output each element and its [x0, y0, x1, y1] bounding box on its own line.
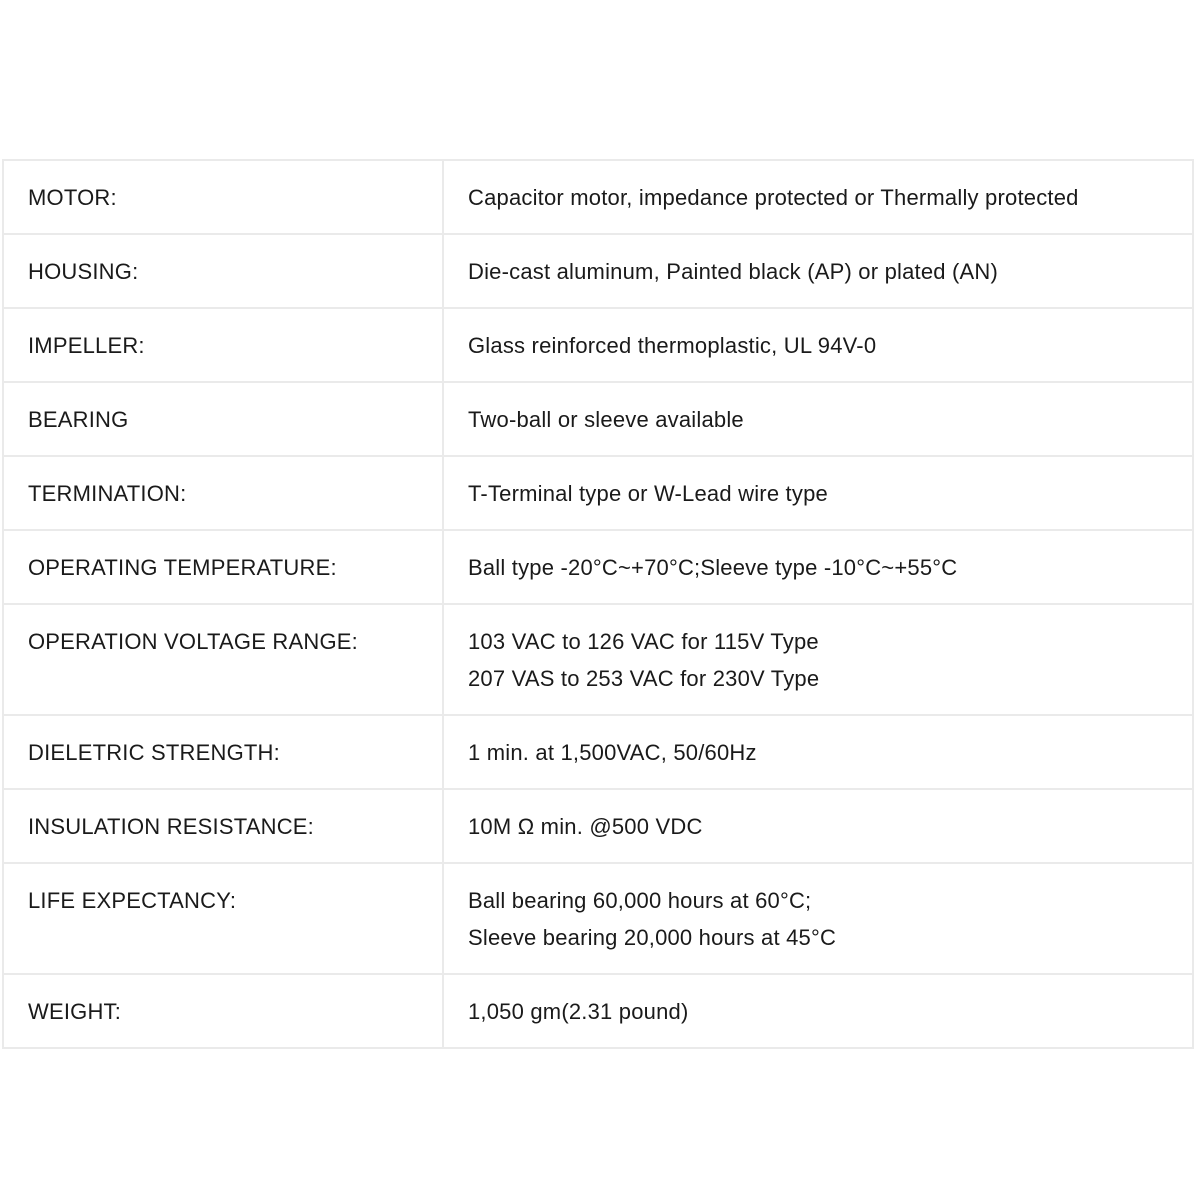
spec-row-operation-voltage-range	[3, 604, 1193, 715]
spec-value	[443, 160, 1193, 234]
spec-value	[443, 308, 1193, 382]
spec-label: HOUSING:	[3, 234, 443, 308]
spec-value	[443, 604, 1193, 715]
spec-label: TERMINATION:	[3, 456, 443, 530]
spec-row-motor	[3, 160, 1193, 234]
spec-label: LIFE EXPECTANCY:	[3, 863, 443, 974]
spec-row-impeller	[3, 308, 1193, 382]
spec-value-line: Ball type -20°C~+70°C;Sleeve type -10°C~+55°C	[468, 555, 958, 580]
spec-value-line: 1 min. at 1,500VAC, 50/60Hz	[468, 740, 757, 765]
spec-value	[443, 863, 1193, 974]
spec-value-line: 103 VAC to 126 VAC for 115V Type	[468, 629, 819, 654]
spec-value	[443, 530, 1193, 604]
spec-value-line: Ball bearing 60,000 hours at 60°C;	[468, 888, 812, 913]
spec-value-line: Capacitor motor, impedance protected or Thermally protected	[468, 185, 1079, 210]
spec-value	[443, 715, 1193, 789]
spec-row-life-expectancy	[3, 863, 1193, 974]
specification-table	[2, 159, 1194, 1049]
spec-row-operating-temperature	[3, 530, 1193, 604]
spec-value	[443, 234, 1193, 308]
spec-row-termination	[3, 456, 1193, 530]
spec-value	[443, 382, 1193, 456]
spec-value	[443, 456, 1193, 530]
spec-value-line: T-Terminal type or W-Lead wire type	[468, 481, 828, 506]
spec-value-line: 1,050 gm(2.31 pound)	[468, 999, 689, 1024]
spec-value	[443, 974, 1193, 1048]
spec-label: OPERATING TEMPERATURE:	[3, 530, 443, 604]
spec-value-line: Die-cast aluminum, Painted black (AP) or plated (AN)	[468, 259, 999, 284]
spec-row-weight	[3, 974, 1193, 1048]
spec-row-insulation-resistance	[3, 789, 1193, 863]
spec-value-line: Glass reinforced thermoplastic, UL 94V-0	[468, 333, 877, 358]
spec-value-line: 207 VAS to 253 VAC for 230V Type	[468, 666, 820, 691]
spec-label: DIELETRIC STRENGTH:	[3, 715, 443, 789]
spec-value-line: 10M Ω min. @500 VDC	[468, 814, 703, 839]
spec-label: WEIGHT:	[3, 974, 443, 1048]
spec-value-line: Sleeve bearing 20,000 hours at 45°C	[468, 925, 837, 950]
spec-label: MOTOR:	[3, 160, 443, 234]
spec-row-bearing	[3, 382, 1193, 456]
spec-row-housing	[3, 234, 1193, 308]
spec-label: OPERATION VOLTAGE RANGE:	[3, 604, 443, 715]
spec-value	[443, 789, 1193, 863]
spec-label: INSULATION RESISTANCE:	[3, 789, 443, 863]
spec-label: BEARING	[3, 382, 443, 456]
spec-label: IMPELLER:	[3, 308, 443, 382]
spec-value-line: Two-ball or sleeve available	[468, 407, 744, 432]
spec-row-dieletric-strength	[3, 715, 1193, 789]
